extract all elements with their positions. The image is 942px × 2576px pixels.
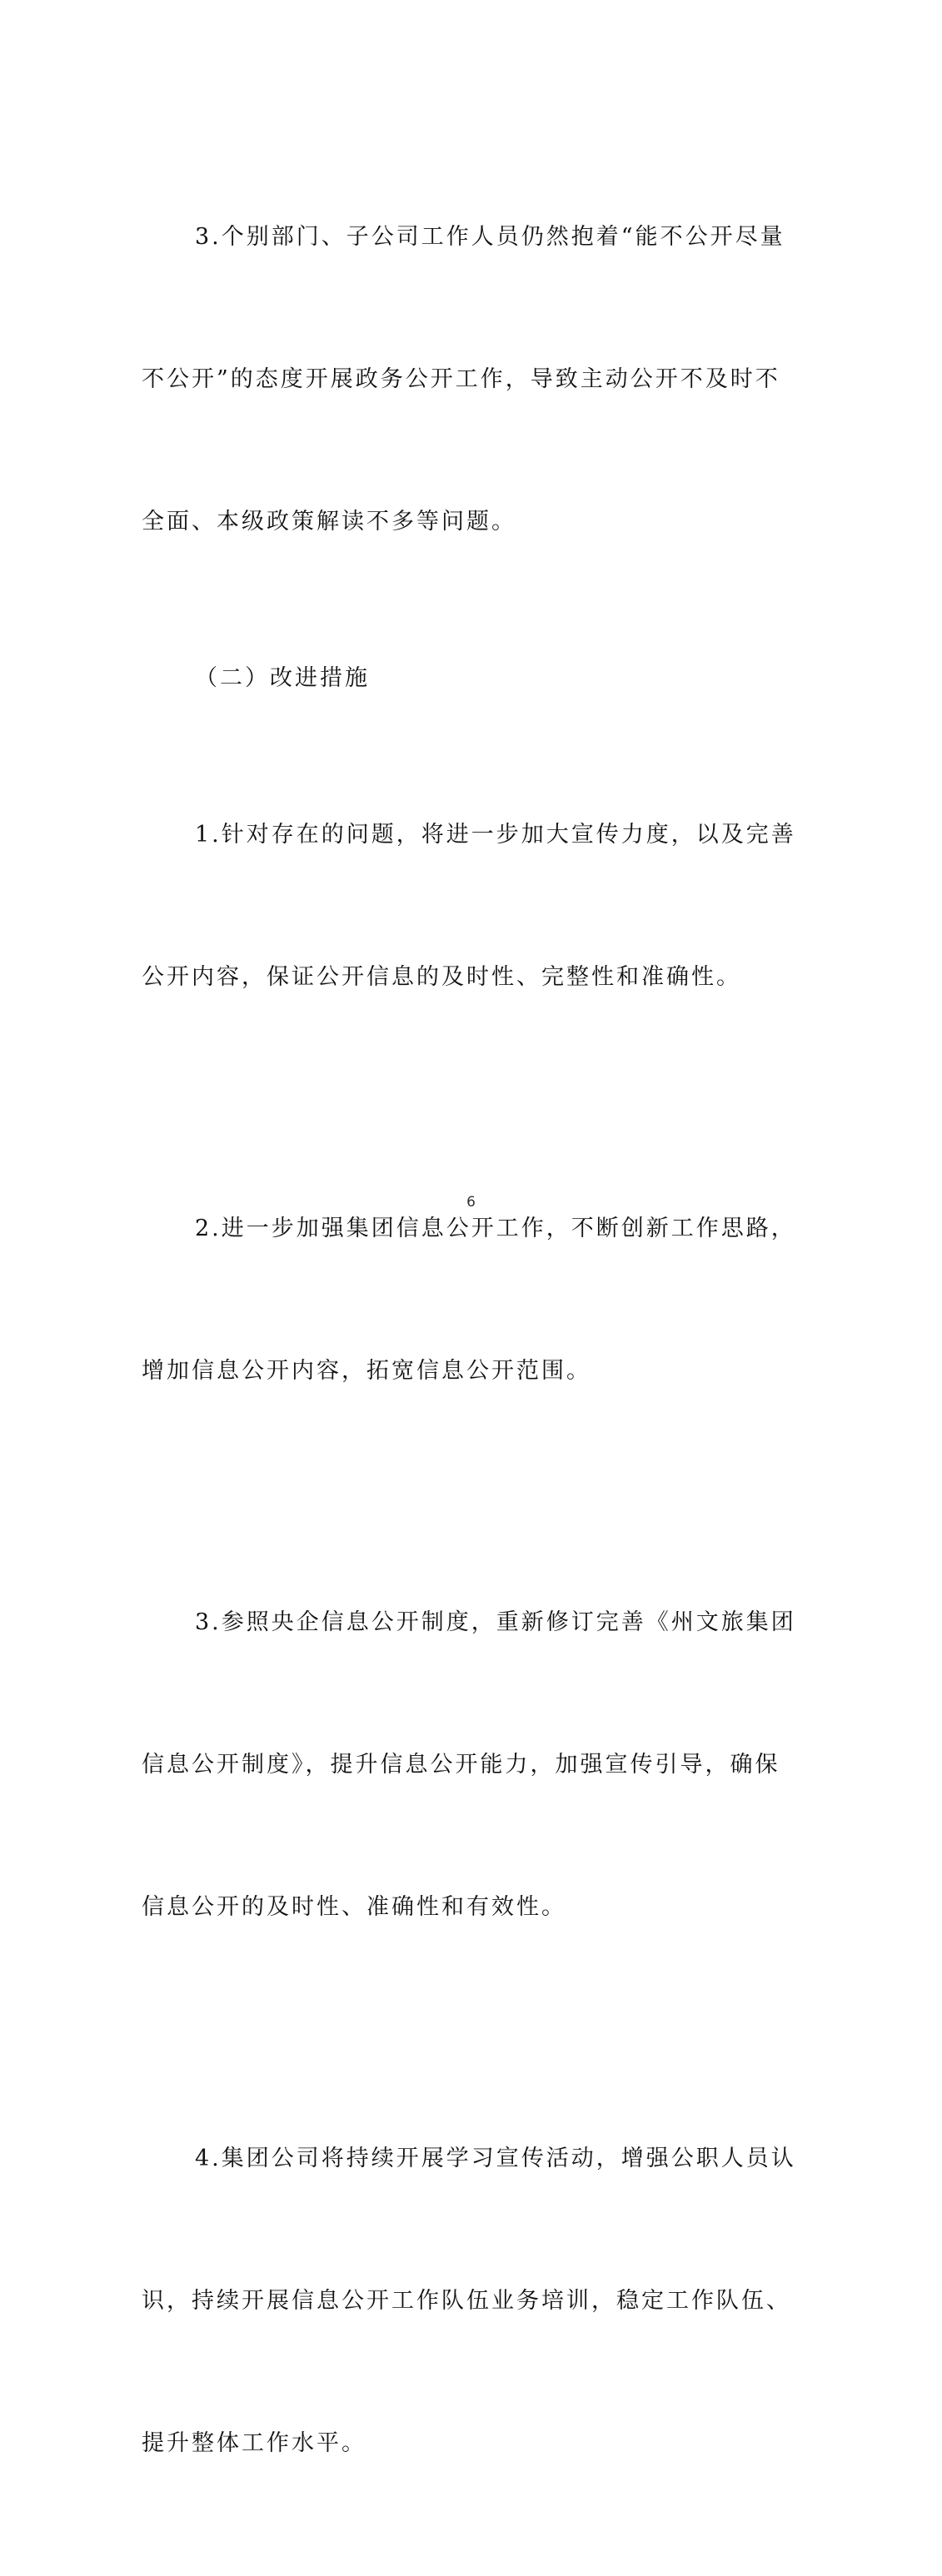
text-line: 增加信息公开内容，拓宽信息公开范围。 [142,1358,591,1384]
text-line: 3.个别部门、子公司工作人员仍然抱着“能不公开尽量 [195,224,785,250]
text-line: 1.针对存在的问题，将进一步加大宣传力度，以及完善 [195,822,796,848]
text-line: 全面、本级政策解读不多等问题。 [142,509,516,535]
text-line: 不公开”的态度开展政务公开工作，导致主动公开不及时不 [142,366,780,392]
measure-paragraph-2 [142,1110,808,1489]
text-line: 信息公开制度》，提升信息公开能力，加强宣传引导，确保 [142,1752,780,1778]
text-line: 3.参照央企信息公开制度，重新修订完善《州文旅集团 [195,1609,796,1635]
measure-paragraph-3 [142,1504,808,2026]
section-heading: （二）改进措施 [195,665,370,691]
problem-paragraph-3 [142,118,808,640]
document-body [142,118,808,2576]
text-line: 识，持续开展信息公开工作队伍业务培训，稳定工作队伍、 [142,2288,791,2314]
measure-paragraph-4 [142,2040,808,2562]
text-line: 4.集团公司将持续开展学习宣传活动，增强公职人员认 [195,2146,796,2171]
page-number: 6 [466,1194,476,1211]
text-line: 信息公开的及时性、准确性和有效性。 [142,1894,566,1920]
measure-paragraph-1 [142,716,808,1096]
text-line: 提升整体工作水平。 [142,2430,366,2456]
text-line: 公开内容，保证公开信息的及时性、完整性和准确性。 [142,964,741,990]
text-line: 2.进一步加强集团信息公开工作，不断创新工作思路， [195,1216,796,1241]
